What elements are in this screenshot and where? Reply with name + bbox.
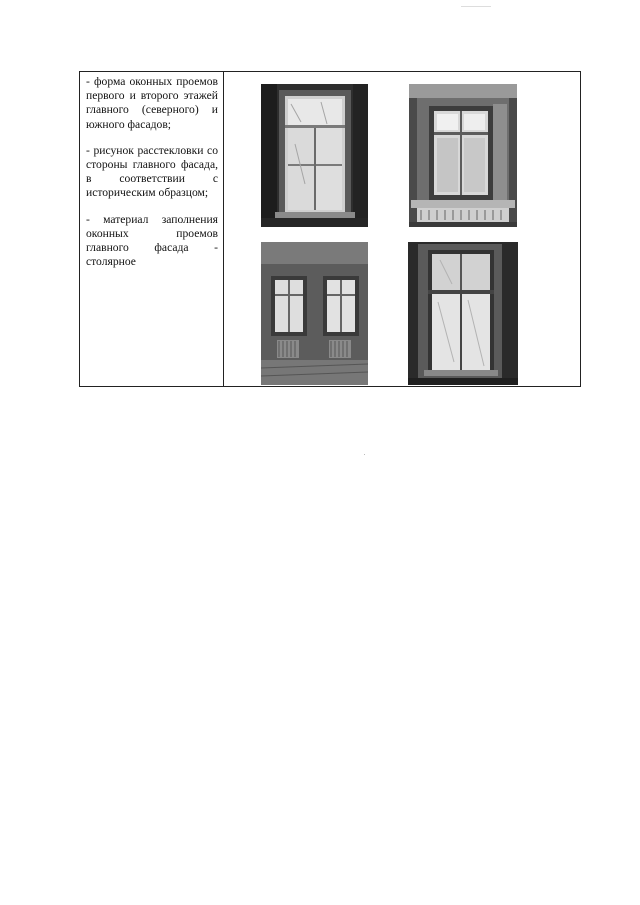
window-photo-2: [409, 84, 517, 227]
window-photo-4: [408, 242, 518, 385]
paragraph-window-shape: - форма оконных проемов первого и второго этажей главного (северного) и южного фасадов;: [86, 75, 218, 131]
paragraph-glazing-pattern: - рисунок расстекловки со стороны главного фасада, в соответствии с историческим образцом;: [86, 143, 218, 200]
requirements-table: [79, 71, 581, 387]
window-photo-1: [261, 84, 368, 227]
scan-speck: [364, 454, 365, 455]
window-photo-3: [261, 242, 368, 385]
paragraph-filling-material: - материал заполнения оконных проемов главного фасада - столярное: [86, 212, 218, 269]
scan-speck: [461, 6, 491, 7]
text-column: [80, 72, 224, 386]
